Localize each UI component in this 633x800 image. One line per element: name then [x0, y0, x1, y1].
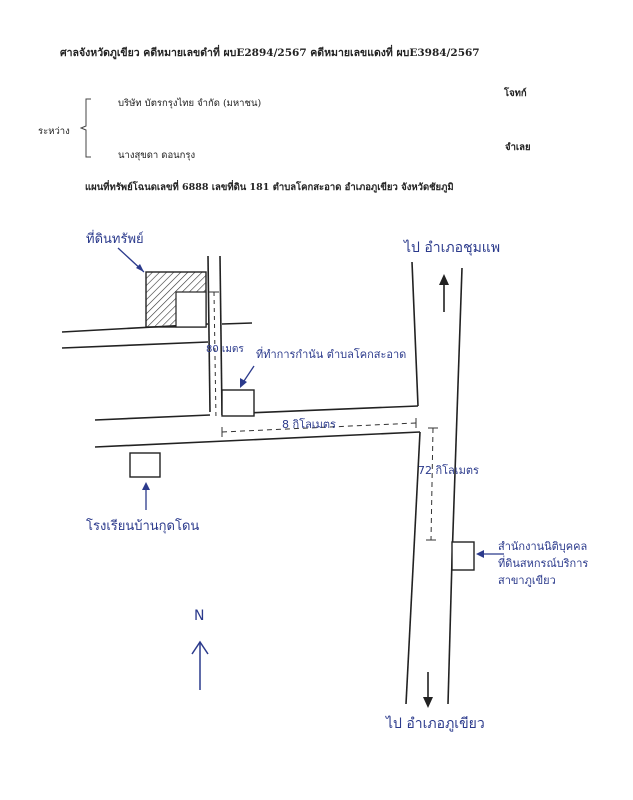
plaintiff-role: โจทก์ — [504, 88, 527, 99]
between-label: ระหว่าง — [38, 126, 70, 137]
property-label: ที่ดินทรัพย์ — [86, 232, 144, 247]
main-vertical-road — [406, 262, 462, 704]
north-arrow-icon — [192, 642, 208, 690]
measure-72km — [426, 428, 438, 540]
bank-label-box — [498, 538, 604, 618]
case-title: ศาลจังหวัดภูเขียว คดีหมายเลขดำที่ ผบE2894/2567 คดีหมายเลขแดงที่ ผบE3984/2567 — [60, 47, 480, 59]
office-pointer-head — [240, 378, 247, 388]
south-direction-arrowhead — [423, 697, 433, 708]
plaintiff-name: บริษัท บัตรกรุงไทย จำกัด (มหาชน) — [118, 98, 262, 109]
school-pointer-head — [142, 482, 150, 490]
north-letter: N — [194, 608, 205, 624]
distance-80m-label: 80 เมตร — [206, 344, 244, 355]
bank-building — [452, 542, 474, 570]
distance-72km-label: 72 กิโลเมตร — [418, 464, 479, 477]
to-south-label: ไป อำเภอภูเขียว — [386, 716, 485, 732]
map-title: แผนที่ทรัพย์โฉนดเลขที่ 6888 เลขที่ดิน 181 ตำบลโคกสะอาด อำเภอภูเขียว จังหวัดชัยภูมิ — [85, 182, 454, 193]
office-building — [222, 390, 254, 416]
office-label: ที่ทำการกำนัน ตำบลโคกสะอาด — [256, 348, 407, 361]
main-horizontal-road — [95, 406, 420, 447]
north-direction-arrowhead — [439, 274, 449, 285]
school-label: โรงเรียนบ้านกุดโดน — [86, 519, 200, 534]
school-building — [130, 453, 160, 477]
defendant-role: จำเลย — [505, 142, 531, 153]
defendant-name: นางสุขดา ดอนกรุง — [118, 150, 196, 161]
bank-label: สำนักงานนิติบุคคลที่ดินสหกรณ์บริการ สาขาภูเขียว — [498, 540, 589, 587]
property-parcel — [146, 272, 206, 327]
to-north-label: ไป อำเภอชุมแพ — [404, 240, 501, 256]
bank-pointer-head — [476, 550, 484, 558]
distance-8km-label: 8 กิโลเมตร — [282, 418, 336, 431]
